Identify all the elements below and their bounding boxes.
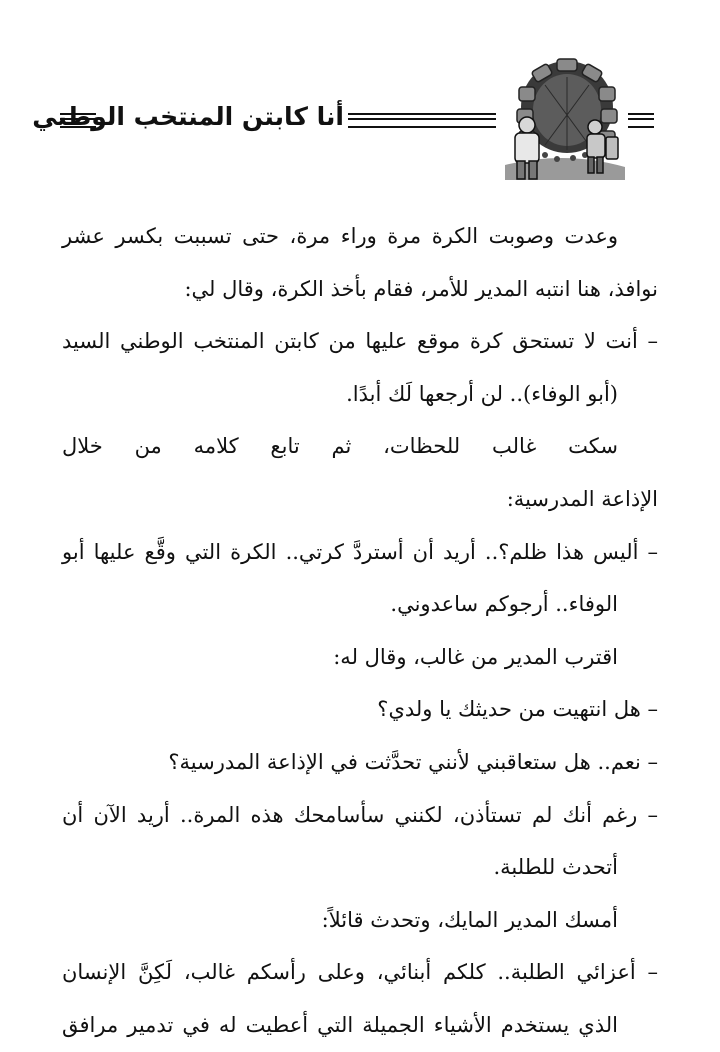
goalkeeper-goal-icon: [505, 55, 625, 180]
title-rule-left: [60, 113, 96, 128]
text-line: وعدت وصوبت الكرة مرة وراء مرة، حتى تسببت بكسر عشر: [62, 224, 618, 248]
text-line: اقترب المدير من غالب، وقال له:: [333, 644, 618, 669]
chapter-header: [0, 55, 720, 190]
body-text: [62, 210, 658, 1052]
chapter-title: أنا كابتن المنتخب الوطني: [32, 102, 344, 131]
text-line: سكت غالب للحظات، ثم تابع كلامه من خلال: [62, 434, 618, 459]
title-rule-middle: [348, 113, 496, 128]
text-line: – أنت لا تستحق كرة موقع عليها من كابتن المنتخب الوطني السيد: [62, 329, 658, 354]
text-line: نوافذ، هنا انتبه المدير للأمر، فقام بأخذ الكرة، وقال لي:: [184, 276, 658, 301]
text-line: – نعم.. هل ستعاقبني لأنني تحدَّثت في الإذاعة المدرسية؟: [168, 749, 658, 774]
text-line: – هل انتهيت من حديثك يا ولدي؟: [377, 697, 658, 722]
title-rule-right: [628, 113, 654, 128]
text-line: – أعزائي الطلبة.. كلكم أبنائي، وعلى رأسكم غالب، لَكِنَّ الإنسان: [62, 960, 658, 985]
text-line: أمسك المدير المايك، وتحدث قائلاً:: [321, 907, 618, 932]
text-line: أتحدث للطلبة.: [493, 855, 618, 880]
text-line: (أبو الوفاء).. لن أرجعها لَك أبدًا.: [346, 381, 618, 406]
text-line: الوفاء.. أرجوكم ساعدوني.: [390, 592, 618, 617]
text-line: – رغم أنك لم تستأذن، لكنني سأسامحك هذه المرة.. أريد الآن أن: [62, 802, 658, 827]
text-line: الإذاعة المدرسية:: [506, 486, 658, 511]
text-line: – أليس هذا ظلم؟.. أريد أن أستردَّ كرتي.. الكرة التي وقَّع عليها أبو: [62, 539, 658, 564]
text-line: الذي يستخدم الأشياء الجميلة التي أعطيت له في تدمير مرافق: [62, 1012, 619, 1037]
